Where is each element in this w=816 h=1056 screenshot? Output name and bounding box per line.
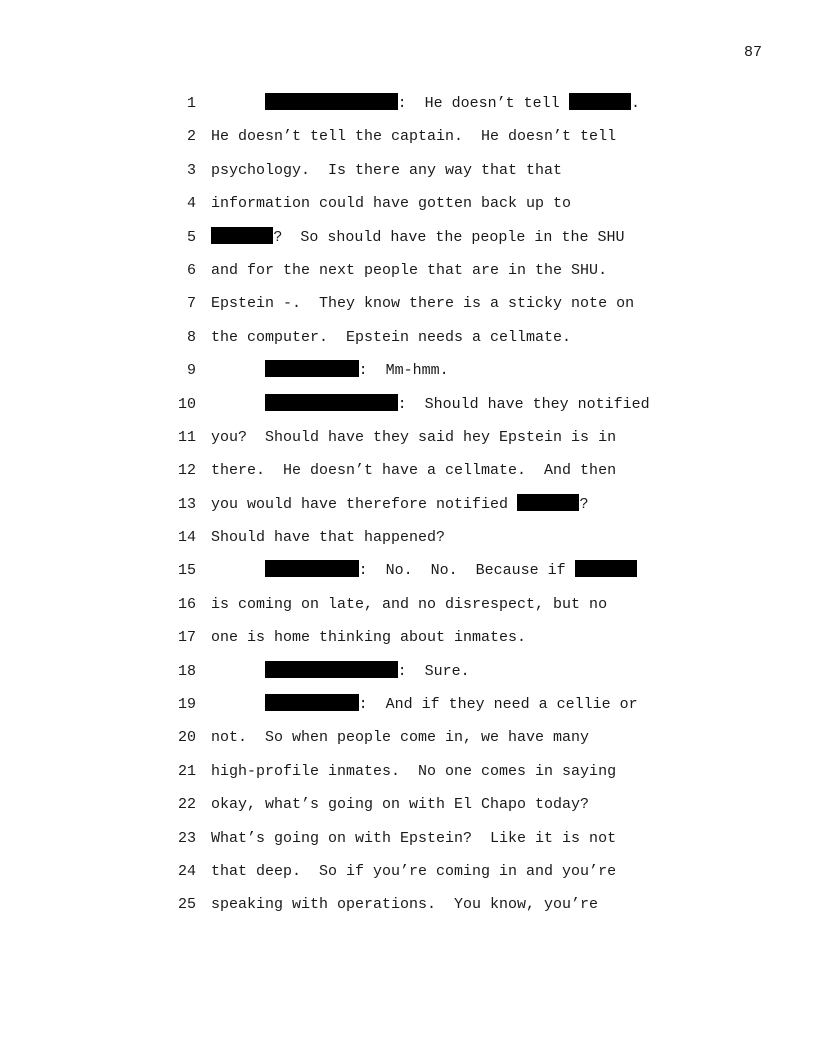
line-text [211, 354, 449, 387]
redaction-block [265, 93, 398, 110]
line-number: 20 [177, 729, 196, 747]
text-segment: there. He doesn’t have a cellmate. And then [211, 462, 617, 480]
line-text [211, 488, 588, 521]
text-segment: that deep. So if you’re coming in and you’re [211, 862, 617, 880]
transcript-line [150, 721, 710, 754]
line-number: 19 [177, 696, 196, 714]
transcript-line [150, 87, 710, 120]
redaction-block [211, 227, 273, 244]
line-text [211, 788, 589, 821]
transcript-line [150, 822, 710, 855]
transcript-line [150, 120, 710, 153]
line-text [211, 87, 640, 120]
text-segment: and for the next people that are in the SHU. [211, 261, 608, 279]
line-text [211, 254, 607, 287]
text-segment: What’s going on with Epstein? Like it is not [211, 829, 617, 847]
text-segment: : Mm-hmm. [358, 362, 449, 380]
transcript-line [150, 554, 710, 587]
text-segment [211, 362, 265, 379]
text-segment: Epstein -. They know there is a sticky note on [211, 295, 635, 313]
text-segment: is coming on late, and no disrespect, but no [211, 595, 608, 613]
text-segment: ? So should have the people in the SHU [273, 228, 625, 246]
transcript-line [150, 788, 710, 821]
line-text [211, 755, 616, 788]
page-number: 87 [743, 44, 762, 61]
transcript-body [150, 87, 710, 922]
line-number: 15 [177, 562, 196, 580]
line-text [211, 554, 637, 587]
transcript-line [150, 621, 710, 654]
text-segment: psychology. Is there any way that that [211, 161, 563, 179]
redaction-block [265, 360, 359, 377]
transcript-line [150, 888, 710, 921]
text-segment: ? [579, 495, 589, 513]
line-text [211, 688, 638, 721]
transcript-line [150, 388, 710, 421]
transcript-line [150, 755, 710, 788]
text-segment [211, 663, 265, 680]
line-number: 21 [177, 762, 196, 780]
line-text [211, 321, 571, 354]
line-text [211, 154, 562, 187]
redaction-block [569, 93, 631, 110]
text-segment: : And if they need a cellie or [358, 696, 638, 714]
redaction-block [265, 394, 398, 411]
line-number: 22 [177, 796, 196, 814]
line-text [211, 888, 598, 921]
line-number: 11 [177, 428, 196, 446]
text-segment [211, 95, 265, 112]
transcript-line [150, 354, 710, 387]
line-number: 7 [186, 295, 196, 313]
transcript-line [150, 688, 710, 721]
transcript-line [150, 521, 710, 554]
line-text [211, 655, 470, 688]
transcript-line [150, 588, 710, 621]
line-number: 12 [177, 462, 196, 480]
text-segment: information could have gotten back up to [211, 195, 572, 213]
transcript-line [150, 287, 710, 320]
line-number: 16 [177, 595, 196, 613]
line-text [211, 421, 616, 454]
text-segment: not. So when people come in, we have many [211, 729, 590, 747]
line-text [211, 521, 445, 554]
line-number: 4 [186, 195, 196, 213]
line-number: 13 [177, 495, 196, 513]
text-segment [211, 562, 265, 579]
line-text [211, 187, 571, 220]
transcript-line [150, 855, 710, 888]
line-number: 5 [186, 228, 196, 246]
line-number: 25 [177, 896, 196, 914]
transcript-line [150, 187, 710, 220]
line-number: 14 [177, 529, 196, 547]
redaction-block [265, 694, 359, 711]
line-text [211, 588, 607, 621]
text-segment: : Sure. [397, 662, 470, 680]
transcript-line [150, 421, 710, 454]
line-text [211, 721, 589, 754]
line-text [211, 120, 616, 153]
text-segment: the computer. Epstein needs a cellmate. [211, 328, 572, 346]
line-number: 2 [186, 128, 196, 146]
text-segment: one is home thinking about inmates. [211, 629, 527, 647]
text-segment: speaking with operations. You know, you’re [211, 896, 599, 914]
text-segment: Should have that happened? [211, 529, 446, 547]
line-text [211, 822, 616, 855]
transcript-line [150, 655, 710, 688]
text-segment: : Should have they notified [397, 395, 650, 413]
text-segment: . [631, 95, 641, 112]
text-segment: you would have therefore notified [211, 495, 518, 513]
transcript-line [150, 454, 710, 487]
line-number: 8 [186, 328, 196, 346]
text-segment: : He doesn’t tell [397, 95, 569, 112]
line-text [211, 454, 616, 487]
line-text [211, 621, 526, 654]
line-text [211, 221, 624, 254]
text-segment: okay, what’s going on with El Chapo today? [211, 796, 590, 814]
redaction-block [265, 661, 398, 678]
transcript-line [150, 221, 710, 254]
line-number: 9 [186, 362, 196, 380]
text-segment: : No. No. Because if [358, 562, 575, 580]
line-number: 18 [177, 662, 196, 680]
line-number: 17 [177, 629, 196, 647]
redaction-block [517, 494, 579, 511]
transcript-line [150, 488, 710, 521]
text-segment: He doesn’t tell the captain. He doesn’t tell [211, 128, 617, 146]
line-text [211, 287, 634, 320]
text-segment: you? Should have they said hey Epstein is in [211, 428, 617, 446]
line-number: 24 [177, 862, 196, 880]
text-segment: high-profile inmates. No one comes in saying [211, 762, 617, 780]
text-segment [211, 696, 265, 713]
line-number: 23 [177, 829, 196, 847]
line-number: 1 [186, 95, 196, 112]
redaction-block [575, 560, 637, 577]
text-segment [211, 396, 265, 413]
line-number: 3 [186, 161, 196, 179]
line-number: 6 [186, 261, 196, 279]
redaction-block [265, 560, 359, 577]
line-number: 10 [177, 395, 196, 413]
line-text [211, 388, 650, 421]
transcript-line [150, 321, 710, 354]
line-text [211, 855, 616, 888]
transcript-line [150, 154, 710, 187]
transcript-line [150, 254, 710, 287]
